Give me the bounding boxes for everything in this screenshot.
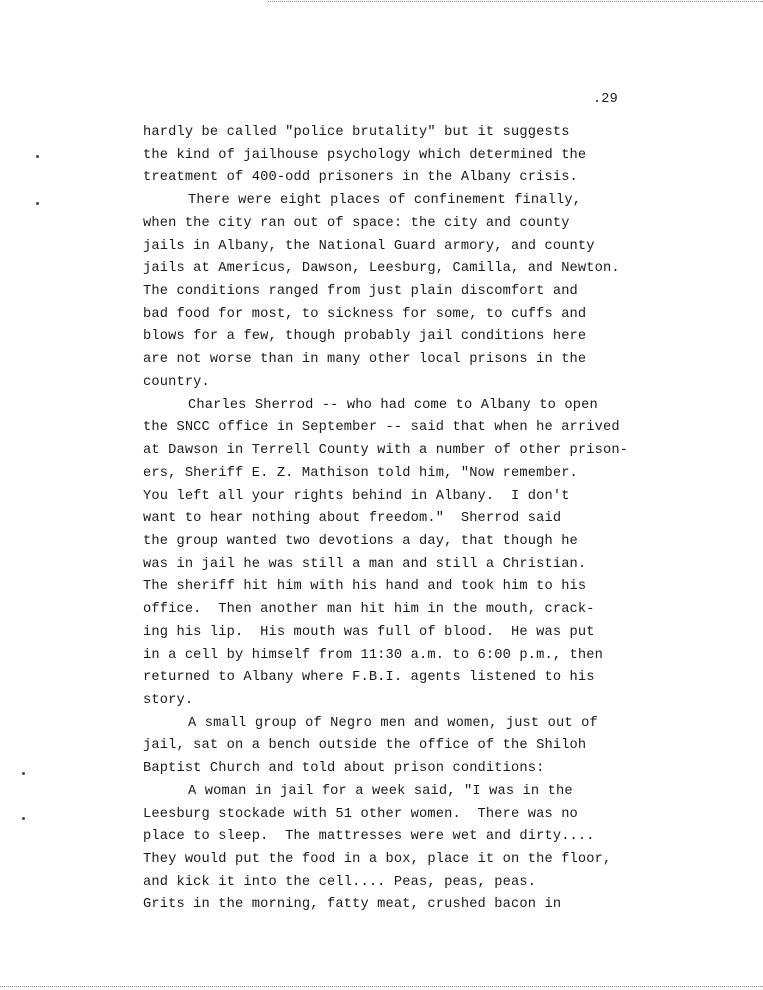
text-line: when the city ran out of space: the city and county <box>143 215 570 231</box>
text-line: Baptist Church and told about prison conditions: <box>143 761 545 777</box>
text-line: The sheriff hit him with his hand and took him to his <box>143 579 587 595</box>
text-line: treatment of 400-odd prisoners in the Albany crisis. <box>143 170 578 186</box>
text-line: the group wanted two devotions a day, that though he <box>143 533 578 549</box>
margin-mark <box>36 202 39 205</box>
text-line: are not worse than in many other local prisons in the <box>143 352 587 368</box>
text-line: hardly be called "police brutality" but it suggests <box>143 125 570 140</box>
text-line: the kind of jailhouse psychology which determined the <box>143 147 587 163</box>
text-line: want to hear nothing about freedom." Sherrod said <box>143 511 562 527</box>
text-line: the SNCC office in September -- said that when he arrived <box>143 420 620 436</box>
text-line: office. Then another man hit him in the mouth, crack- <box>143 602 595 618</box>
text-line: Leesburg stockade with 51 other women. There was no <box>143 806 578 822</box>
text-line: blows for a few, though probably jail conditions here <box>143 329 587 345</box>
margin-mark <box>36 155 39 158</box>
bottom-dotted-rule <box>0 986 763 987</box>
text-line: There were eight places of confinement finally, <box>188 193 582 209</box>
text-line: You left all your rights behind in Albany. I don't <box>143 488 570 504</box>
text-line: and kick it into the cell.... Peas, peas, peas. <box>143 874 537 890</box>
text-line: jails in Albany, the National Guard armory, and county <box>143 238 595 254</box>
text-line: was in jail he was still a man and still a Christian. <box>143 556 587 572</box>
page-number: .29 <box>593 92 618 107</box>
text-line: A woman in jail for a week said, "I was in the <box>188 783 573 799</box>
text-line: The conditions ranged from just plain discomfort and <box>143 284 578 300</box>
top-dotted-rule <box>268 1 763 2</box>
body-text <box>143 122 703 917</box>
text-line: in a cell by himself from 11:30 a.m. to 6:00 p.m., then <box>143 647 604 663</box>
text-line: bad food for most, to sickness for some, to cuffs and <box>143 306 587 322</box>
text-line: Grits in the morning, fatty meat, crushed bacon in <box>143 897 562 913</box>
text-line: They would put the food in a box, place it on the floor, <box>143 852 612 867</box>
text-line: jail, sat on a bench outside the office of the Shiloh <box>143 738 587 754</box>
margin-mark <box>22 772 25 775</box>
text-line: at Dawson in Terrell County with a number of other prison- <box>143 443 629 459</box>
text-line: country. <box>143 374 210 390</box>
text-line: ers, Sheriff E. Z. Mathison told him, "Now remember. <box>143 465 578 481</box>
text-line: Charles Sherrod -- who had come to Albany to open <box>188 397 598 413</box>
text-line: A small group of Negro men and women, just out of <box>188 715 598 731</box>
text-line: story. <box>143 692 194 708</box>
text-line: place to sleep. The mattresses were wet and dirty.... <box>143 829 595 845</box>
margin-mark <box>22 817 25 820</box>
text-line: ing his lip. His mouth was full of blood. He was put <box>143 624 595 640</box>
text-line: jails at Americus, Dawson, Leesburg, Camilla, and Newton. <box>143 261 620 277</box>
text-line: returned to Albany where F.B.I. agents listened to his <box>143 670 595 686</box>
